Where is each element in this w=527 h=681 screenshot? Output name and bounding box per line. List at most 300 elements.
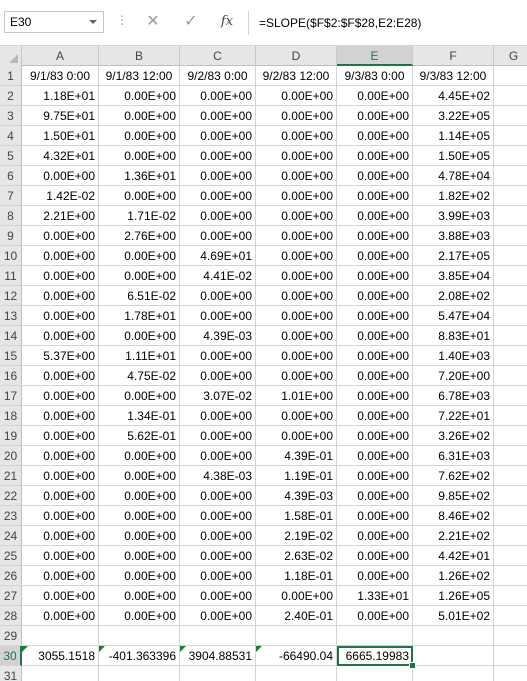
column-header-c[interactable]: C xyxy=(180,46,256,66)
cell[interactable]: 0.00E+00 xyxy=(22,566,99,586)
cell[interactable]: 0.00E+00 xyxy=(256,306,337,326)
table-row xyxy=(0,426,527,446)
row-header[interactable]: 15 xyxy=(0,346,22,366)
row-header[interactable]: 16 xyxy=(0,366,22,386)
cell[interactable]: 0.00E+00 xyxy=(337,166,413,186)
cell[interactable]: 0.00E+00 xyxy=(180,526,256,546)
select-all-icon xyxy=(9,54,18,63)
cell[interactable] xyxy=(494,306,527,326)
cell[interactable] xyxy=(494,66,527,86)
cell[interactable]: 6.78E+03 xyxy=(413,386,494,406)
cell[interactable] xyxy=(494,406,527,426)
cell[interactable]: 0.00E+00 xyxy=(337,266,413,286)
cell[interactable]: 4.32E+01 xyxy=(22,146,99,166)
cell[interactable]: 3.22E+05 xyxy=(413,106,494,126)
cell[interactable]: 0.00E+00 xyxy=(22,266,99,286)
table-row xyxy=(0,366,527,386)
table-row xyxy=(0,566,527,586)
error-indicator-icon xyxy=(22,646,28,652)
cell[interactable]: 1.26E+05 xyxy=(413,586,494,606)
cell[interactable]: 1.50E+05 xyxy=(413,146,494,166)
cell[interactable]: 0.00E+00 xyxy=(337,366,413,386)
cell[interactable]: 1.18E-01 xyxy=(256,566,337,586)
cell[interactable] xyxy=(494,606,527,626)
row-header[interactable]: 30 xyxy=(0,646,22,666)
table-row xyxy=(0,186,527,206)
cell[interactable]: 7.22E+01 xyxy=(413,406,494,426)
cell[interactable]: 3.99E+03 xyxy=(413,206,494,226)
cell[interactable]: 1.58E-01 xyxy=(256,506,337,526)
cell[interactable]: 0.00E+00 xyxy=(99,606,180,626)
cell[interactable] xyxy=(494,86,527,106)
table-row xyxy=(0,546,527,566)
table-row xyxy=(0,466,527,486)
table-row xyxy=(0,526,527,546)
row-header[interactable]: 21 xyxy=(0,466,22,486)
cell[interactable]: 2.08E+02 xyxy=(413,286,494,306)
cell[interactable] xyxy=(494,466,527,486)
cell[interactable]: 0.00E+00 xyxy=(256,166,337,186)
row-header[interactable]: 9 xyxy=(0,226,22,246)
column-header-f[interactable]: F xyxy=(413,46,494,66)
cell[interactable]: 0.00E+00 xyxy=(180,306,256,326)
cell[interactable]: 0.00E+00 xyxy=(22,326,99,346)
cell[interactable] xyxy=(494,186,527,206)
row-header[interactable]: 5 xyxy=(0,146,22,166)
cell[interactable]: 9/3/83 12:00 xyxy=(413,66,494,86)
cell[interactable] xyxy=(494,506,527,526)
cell[interactable]: 2.17E+05 xyxy=(413,246,494,266)
row-header[interactable]: 3 xyxy=(0,106,22,126)
cell[interactable]: 0.00E+00 xyxy=(22,586,99,606)
cell[interactable]: 1.34E-01 xyxy=(99,406,180,426)
cell[interactable]: 5.47E+04 xyxy=(413,306,494,326)
table-row xyxy=(0,606,527,626)
row-header[interactable]: 8 xyxy=(0,206,22,226)
cell[interactable]: 0.00E+00 xyxy=(22,606,99,626)
cell[interactable] xyxy=(256,666,337,681)
cell[interactable]: 0.00E+00 xyxy=(22,226,99,246)
cell[interactable]: 0.00E+00 xyxy=(337,546,413,566)
error-indicator-icon xyxy=(99,646,105,652)
cell[interactable]: 0.00E+00 xyxy=(99,126,180,146)
cell[interactable] xyxy=(494,586,527,606)
cell[interactable]: 0.00E+00 xyxy=(99,266,180,286)
cell[interactable]: 0.00E+00 xyxy=(180,126,256,146)
row-header[interactable]: 6 xyxy=(0,166,22,186)
cell[interactable] xyxy=(337,666,413,681)
row-header[interactable]: 29 xyxy=(0,626,22,646)
cell[interactable]: 0.00E+00 xyxy=(99,586,180,606)
cell[interactable]: 1.82E+02 xyxy=(413,186,494,206)
cell[interactable]: 0.00E+00 xyxy=(180,546,256,566)
cell[interactable]: 3.85E+04 xyxy=(413,266,494,286)
row-header[interactable]: 23 xyxy=(0,506,22,526)
cell[interactable] xyxy=(494,486,527,506)
cell[interactable]: 0.00E+00 xyxy=(180,86,256,106)
cell[interactable]: 0.00E+00 xyxy=(337,446,413,466)
cell[interactable] xyxy=(22,626,99,646)
table-row xyxy=(0,626,527,646)
cell[interactable]: 9/1/83 0:00 xyxy=(22,66,99,86)
cell[interactable]: 0.00E+00 xyxy=(256,286,337,306)
cell[interactable] xyxy=(22,666,99,681)
cell[interactable]: 0.00E+00 xyxy=(22,386,99,406)
cell[interactable]: 4.69E+01 xyxy=(180,246,256,266)
cell[interactable] xyxy=(413,666,494,681)
table-row xyxy=(0,266,527,286)
cell[interactable]: 0.00E+00 xyxy=(337,106,413,126)
cell[interactable]: 0.00E+00 xyxy=(180,166,256,186)
cell[interactable]: 0.00E+00 xyxy=(256,366,337,386)
cell[interactable]: 1.33E+01 xyxy=(337,586,413,606)
cell[interactable]: -66490.04 xyxy=(256,646,337,666)
cell[interactable]: 9/2/83 0:00 xyxy=(180,66,256,86)
cell[interactable]: 0.00E+00 xyxy=(337,566,413,586)
row-header[interactable]: 19 xyxy=(0,426,22,446)
cell[interactable] xyxy=(494,266,527,286)
row-header[interactable]: 12 xyxy=(0,286,22,306)
cell[interactable]: 0.00E+00 xyxy=(180,506,256,526)
cell[interactable]: 2.63E-02 xyxy=(256,546,337,566)
cell[interactable]: 9/1/83 12:00 xyxy=(99,66,180,86)
cell[interactable] xyxy=(180,666,256,681)
cell[interactable]: 1.01E+00 xyxy=(256,386,337,406)
column-header-a[interactable]: A xyxy=(22,46,99,66)
cancel-icon[interactable]: ✕ xyxy=(146,13,160,30)
cell[interactable]: 2.21E+02 xyxy=(413,526,494,546)
cell[interactable]: 0.00E+00 xyxy=(337,426,413,446)
cell[interactable]: 0.00E+00 xyxy=(99,106,180,126)
row-header[interactable]: 2 xyxy=(0,86,22,106)
table-row xyxy=(0,346,527,366)
cell[interactable]: 2.76E+00 xyxy=(99,226,180,246)
cell[interactable]: 6.31E+03 xyxy=(413,446,494,466)
table-row xyxy=(0,126,527,146)
cell[interactable]: 1.78E+01 xyxy=(99,306,180,326)
cell[interactable]: 9.75E+01 xyxy=(22,106,99,126)
cell[interactable]: 8.46E+02 xyxy=(413,506,494,526)
cell[interactable]: 1.18E+01 xyxy=(22,86,99,106)
table-row xyxy=(0,446,527,466)
cell[interactable] xyxy=(180,626,256,646)
cell[interactable]: 0.00E+00 xyxy=(256,146,337,166)
name-box[interactable] xyxy=(4,11,104,33)
table-row xyxy=(0,146,527,166)
cell[interactable] xyxy=(494,106,527,126)
cell[interactable]: 1.11E+01 xyxy=(99,346,180,366)
cell[interactable]: 0.00E+00 xyxy=(337,346,413,366)
cell[interactable]: 0.00E+00 xyxy=(180,446,256,466)
cell[interactable]: 0.00E+00 xyxy=(180,286,256,306)
cell[interactable] xyxy=(494,426,527,446)
cell[interactable]: 0.00E+00 xyxy=(337,386,413,406)
chevron-down-icon[interactable] xyxy=(89,20,97,24)
table-row xyxy=(0,286,527,306)
cell[interactable] xyxy=(494,446,527,466)
cell[interactable]: 9.85E+02 xyxy=(413,486,494,506)
cell[interactable]: 1.26E+02 xyxy=(413,566,494,586)
cell[interactable]: 3055.1518 xyxy=(22,646,99,666)
cell[interactable]: 0.00E+00 xyxy=(22,286,99,306)
cell[interactable]: 0.00E+00 xyxy=(256,346,337,366)
table-row xyxy=(0,166,527,186)
cell[interactable]: 1.19E-01 xyxy=(256,466,337,486)
cell[interactable]: 4.41E-02 xyxy=(180,266,256,286)
cell[interactable]: 0.00E+00 xyxy=(337,286,413,306)
cell[interactable]: 8.83E+01 xyxy=(413,326,494,346)
cell[interactable]: 3.26E+02 xyxy=(413,426,494,446)
cell[interactable]: 0.00E+00 xyxy=(99,466,180,486)
cell[interactable]: 4.45E+02 xyxy=(413,86,494,106)
error-indicator-icon xyxy=(256,646,262,652)
cell[interactable]: 0.00E+00 xyxy=(180,346,256,366)
cell[interactable] xyxy=(494,666,527,681)
cell[interactable]: 0.00E+00 xyxy=(22,426,99,446)
cell[interactable]: 0.00E+00 xyxy=(256,86,337,106)
cell[interactable]: 4.39E-03 xyxy=(256,486,337,506)
cell[interactable]: 0.00E+00 xyxy=(22,366,99,386)
cell[interactable]: 0.00E+00 xyxy=(22,486,99,506)
cell[interactable]: 7.20E+00 xyxy=(413,366,494,386)
cell[interactable]: 0.00E+00 xyxy=(337,406,413,426)
cell[interactable] xyxy=(494,126,527,146)
cell[interactable]: 0.00E+00 xyxy=(337,526,413,546)
cell[interactable]: 5.37E+00 xyxy=(22,346,99,366)
table-row xyxy=(0,386,527,406)
cell[interactable] xyxy=(494,246,527,266)
column-header-g[interactable]: G xyxy=(494,46,527,66)
row-header[interactable]: 10 xyxy=(0,246,22,266)
cell[interactable]: 0.00E+00 xyxy=(180,106,256,126)
cell[interactable]: 0.00E+00 xyxy=(22,166,99,186)
cell[interactable]: 0.00E+00 xyxy=(256,586,337,606)
cell[interactable]: 0.00E+00 xyxy=(256,246,337,266)
cell[interactable] xyxy=(494,546,527,566)
cell[interactable]: 0.00E+00 xyxy=(337,146,413,166)
cell[interactable] xyxy=(256,626,337,646)
cell[interactable]: 0.00E+00 xyxy=(337,606,413,626)
cell[interactable]: 0.00E+00 xyxy=(180,586,256,606)
cell[interactable]: 0.00E+00 xyxy=(180,486,256,506)
cell[interactable]: 0.00E+00 xyxy=(256,326,337,346)
table-row xyxy=(0,66,527,86)
cell[interactable]: 4.39E-03 xyxy=(180,326,256,346)
row-header[interactable]: 25 xyxy=(0,546,22,566)
cell[interactable]: 0.00E+00 xyxy=(99,506,180,526)
cell[interactable]: 0.00E+00 xyxy=(256,406,337,426)
cell[interactable]: 0.00E+00 xyxy=(256,186,337,206)
cell[interactable]: 0.00E+00 xyxy=(256,426,337,446)
row-header[interactable]: 17 xyxy=(0,386,22,406)
more-options-icon[interactable]: ⋮ xyxy=(116,13,128,27)
cell[interactable] xyxy=(494,566,527,586)
table-row xyxy=(0,666,527,681)
cell[interactable]: 0.00E+00 xyxy=(337,206,413,226)
cell[interactable]: 1.36E+01 xyxy=(99,166,180,186)
cell[interactable]: 6.51E-02 xyxy=(99,286,180,306)
cell[interactable]: 0.00E+00 xyxy=(99,86,180,106)
cell[interactable]: 0.00E+00 xyxy=(99,246,180,266)
cell[interactable] xyxy=(494,646,527,666)
cell[interactable]: 7.62E+02 xyxy=(413,466,494,486)
cell[interactable] xyxy=(494,626,527,646)
cell[interactable]: 4.39E-01 xyxy=(256,446,337,466)
cell[interactable]: 0.00E+00 xyxy=(99,486,180,506)
spreadsheet-grid xyxy=(0,46,527,681)
cell[interactable]: 0.00E+00 xyxy=(99,386,180,406)
table-row xyxy=(0,306,527,326)
cell[interactable] xyxy=(494,386,527,406)
cell[interactable]: 0.00E+00 xyxy=(256,206,337,226)
cell[interactable]: 0.00E+00 xyxy=(256,106,337,126)
cell[interactable]: 0.00E+00 xyxy=(22,306,99,326)
cell[interactable]: 2.21E+00 xyxy=(22,206,99,226)
cell[interactable]: 0.00E+00 xyxy=(22,466,99,486)
row-header[interactable]: 18 xyxy=(0,406,22,426)
cell[interactable]: 0.00E+00 xyxy=(180,226,256,246)
name-box-value: E30 xyxy=(10,15,32,29)
cell[interactable]: 0.00E+00 xyxy=(256,266,337,286)
cell[interactable]: 6665.19983 xyxy=(337,646,413,666)
cell[interactable] xyxy=(99,666,180,681)
cell[interactable] xyxy=(494,206,527,226)
cell[interactable]: 0.00E+00 xyxy=(22,446,99,466)
cell[interactable]: 0.00E+00 xyxy=(180,146,256,166)
cell[interactable] xyxy=(494,326,527,346)
cell[interactable]: 3.88E+03 xyxy=(413,226,494,246)
formula-bar xyxy=(0,0,527,46)
cell[interactable]: 0.00E+00 xyxy=(99,326,180,346)
row-header[interactable]: 11 xyxy=(0,266,22,286)
cell[interactable] xyxy=(494,526,527,546)
cell[interactable]: 1.50E+01 xyxy=(22,126,99,146)
cell[interactable]: 2.40E-01 xyxy=(256,606,337,626)
cell[interactable]: 0.00E+00 xyxy=(337,246,413,266)
row-header[interactable]: 7 xyxy=(0,186,22,206)
cell[interactable]: 0.00E+00 xyxy=(22,506,99,526)
cell[interactable]: 5.62E-01 xyxy=(99,426,180,446)
cell[interactable] xyxy=(494,146,527,166)
cell[interactable]: -401.363396 xyxy=(99,646,180,666)
cell[interactable]: 0.00E+00 xyxy=(256,226,337,246)
cell[interactable] xyxy=(494,166,527,186)
table-row xyxy=(0,86,527,106)
cell[interactable]: 0.00E+00 xyxy=(99,566,180,586)
column-header-b[interactable]: B xyxy=(99,46,180,66)
cell[interactable]: 0.00E+00 xyxy=(337,126,413,146)
row-header[interactable]: 13 xyxy=(0,306,22,326)
cell[interactable]: 0.00E+00 xyxy=(22,526,99,546)
cell[interactable]: 0.00E+00 xyxy=(99,146,180,166)
cell[interactable]: 0.00E+00 xyxy=(337,226,413,246)
insert-function-icon[interactable]: fx xyxy=(220,14,234,29)
cell[interactable]: 4.75E-02 xyxy=(99,366,180,386)
row-header[interactable]: 14 xyxy=(0,326,22,346)
cell[interactable] xyxy=(413,626,494,646)
cell[interactable]: 2.19E-02 xyxy=(256,526,337,546)
cell[interactable]: 0.00E+00 xyxy=(180,186,256,206)
row-header[interactable]: 26 xyxy=(0,566,22,586)
row-header[interactable]: 27 xyxy=(0,586,22,606)
cell[interactable] xyxy=(494,346,527,366)
cell[interactable]: 0.00E+00 xyxy=(337,326,413,346)
cell[interactable]: 4.78E+04 xyxy=(413,166,494,186)
table-row xyxy=(0,246,527,266)
cell[interactable]: 0.00E+00 xyxy=(256,126,337,146)
cell[interactable]: 4.42E+01 xyxy=(413,546,494,566)
cell[interactable]: 0.00E+00 xyxy=(99,526,180,546)
cell[interactable]: 0.00E+00 xyxy=(180,606,256,626)
cell[interactable]: 3904.88531 xyxy=(180,646,256,666)
cell[interactable]: 0.00E+00 xyxy=(337,186,413,206)
cell[interactable]: 0.00E+00 xyxy=(180,426,256,446)
cell[interactable]: 0.00E+00 xyxy=(337,486,413,506)
cell[interactable]: 0.00E+00 xyxy=(337,86,413,106)
cell[interactable]: 4.38E-03 xyxy=(180,466,256,486)
cell[interactable]: 9/2/83 12:00 xyxy=(256,66,337,86)
cell[interactable]: 0.00E+00 xyxy=(22,406,99,426)
row-header[interactable]: 28 xyxy=(0,606,22,626)
cell[interactable]: 0.00E+00 xyxy=(99,446,180,466)
table-row xyxy=(0,506,527,526)
row-header[interactable]: 20 xyxy=(0,446,22,466)
row-header[interactable]: 4 xyxy=(0,126,22,146)
row-header[interactable]: 1 xyxy=(0,66,22,86)
column-headers xyxy=(0,46,527,66)
cell[interactable]: 9/3/83 0:00 xyxy=(337,66,413,86)
cell[interactable]: 1.71E-02 xyxy=(99,206,180,226)
select-all-corner[interactable] xyxy=(0,46,22,66)
column-header-e[interactable]: E xyxy=(337,46,413,66)
cell[interactable]: 0.00E+00 xyxy=(337,466,413,486)
row-header[interactable]: 24 xyxy=(0,526,22,546)
cell[interactable]: 0.00E+00 xyxy=(180,206,256,226)
cell[interactable]: 3.07E-02 xyxy=(180,386,256,406)
cell[interactable]: 0.00E+00 xyxy=(337,306,413,326)
cell[interactable]: 1.40E+03 xyxy=(413,346,494,366)
cell[interactable]: 0.00E+00 xyxy=(180,566,256,586)
cell[interactable] xyxy=(494,286,527,306)
cell[interactable]: 1.42E-02 xyxy=(22,186,99,206)
cell[interactable] xyxy=(494,366,527,386)
cell[interactable]: 0.00E+00 xyxy=(99,186,180,206)
cell[interactable]: 0.00E+00 xyxy=(180,406,256,426)
cell[interactable] xyxy=(337,626,413,646)
formula-input[interactable]: =SLOPE($F$2:$F$28,E2:E28) xyxy=(248,11,527,35)
table-row xyxy=(0,486,527,506)
cell[interactable]: 0.00E+00 xyxy=(22,246,99,266)
table-row xyxy=(0,226,527,246)
cell[interactable]: 0.00E+00 xyxy=(180,366,256,386)
cell[interactable]: 5.01E+02 xyxy=(413,606,494,626)
cell[interactable] xyxy=(494,226,527,246)
cell[interactable]: 0.00E+00 xyxy=(22,546,99,566)
cell[interactable]: 0.00E+00 xyxy=(99,546,180,566)
table-row xyxy=(0,406,527,426)
table-row xyxy=(0,326,527,346)
row-header[interactable]: 31 xyxy=(0,666,22,681)
table-row xyxy=(0,646,527,666)
row-header[interactable]: 22 xyxy=(0,486,22,506)
cell[interactable] xyxy=(99,626,180,646)
column-header-d[interactable]: D xyxy=(256,46,337,66)
cell[interactable]: 0.00E+00 xyxy=(337,506,413,526)
enter-icon[interactable]: ✓ xyxy=(184,13,198,30)
cell[interactable]: 1.14E+05 xyxy=(413,126,494,146)
cell[interactable] xyxy=(413,646,494,666)
table-row xyxy=(0,206,527,226)
